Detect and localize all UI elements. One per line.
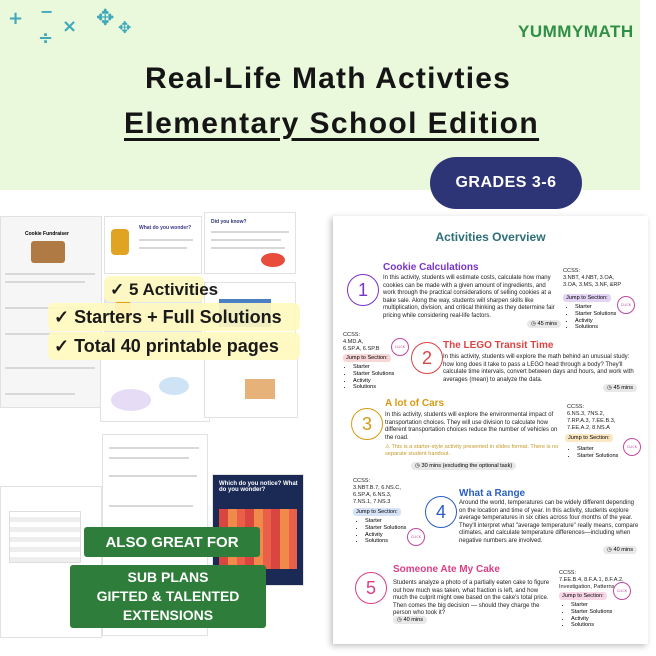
thumb-title: Cookie Fundraiser — [25, 231, 69, 237]
activities-overview-page — [333, 216, 648, 644]
also-great-label: ALSO GREAT FOR — [84, 527, 260, 557]
section-link[interactable]: • Starter Solutions — [365, 525, 406, 532]
check-icon: ✓ — [110, 280, 125, 299]
section-link[interactable]: • Starter Solutions — [353, 371, 394, 378]
section-links — [569, 446, 618, 460]
activity-time — [603, 384, 637, 392]
jump-to-section: Jump to Section: — [343, 354, 391, 362]
plus-icon: + — [8, 8, 24, 29]
check-icon: ✓ — [54, 307, 70, 327]
activity-title[interactable]: What a Range — [459, 488, 526, 499]
cake-photo — [245, 379, 275, 399]
activity-number: 3 — [351, 408, 383, 440]
activity-title[interactable]: A lot of Cars — [385, 398, 445, 409]
section-link[interactable]: • Starter Solutions — [571, 609, 612, 616]
cloud-bubble — [111, 389, 151, 411]
time-label: 40 mins — [613, 547, 634, 553]
jump-to-section: Jump to Section: — [559, 592, 607, 600]
ccss-line: 3.NBT, 4.NBT, 3.OA, — [563, 275, 614, 281]
jump-to-section: Jump to Section: — [563, 294, 611, 302]
activity-description: In this activity, students will explore the environmental impact of transportation choices. They will use division to calculate how different transportation choices reduce the number of vehicles on the road. — [385, 412, 558, 441]
activity-title[interactable]: Someone Ate My Cake — [393, 564, 500, 575]
section-link[interactable]: • Starter Solutions — [575, 311, 616, 318]
heatmap-heading: Which do you notice? What do you wonder? — [219, 481, 298, 493]
check-icon: ✓ — [54, 336, 70, 356]
overview-title: Activities Overview — [435, 230, 546, 244]
time-label: 30 mins (excluding the optional task) — [421, 463, 513, 469]
section-link[interactable]: • Solutions — [365, 538, 406, 545]
clock-icon: ◷ — [607, 547, 612, 553]
click-here-icon[interactable]: CLICK — [407, 528, 425, 546]
section-link[interactable]: • Starter — [575, 304, 616, 311]
ccss-line: 3.NBT.B.7, 6.NS.C, — [353, 485, 401, 491]
ccss-standards — [559, 570, 645, 591]
grades-badge: GRADES 3-6 — [430, 157, 582, 209]
section-link[interactable]: • Solutions — [353, 384, 394, 391]
ccss-line: 4.MD.A, — [343, 339, 364, 345]
page-subtitle: Elementary School Edition — [124, 107, 540, 140]
cookie-photo — [31, 241, 65, 263]
note-text: This is a starter-style activity presented in slides format. There is no separate student handout. — [385, 444, 559, 457]
activity-time — [393, 616, 427, 624]
ccss-line: 7.EE.B.4, 8.F.A.1, 8.F.A.2, — [559, 577, 624, 583]
activity-time — [527, 320, 561, 328]
ccss-label: CCSS: — [567, 404, 585, 410]
feature-item — [54, 336, 279, 357]
page-title: Real-Life Math Activties — [144, 62, 512, 95]
ccss-label: CCSS: — [559, 570, 577, 576]
section-link[interactable]: • Starter Solutions — [577, 453, 618, 460]
ccss-standards — [353, 478, 427, 506]
activity-number: 5 — [355, 572, 387, 604]
section-links — [345, 364, 394, 391]
activity-title[interactable]: The LEGO Transit Time — [443, 340, 554, 351]
activity-description: Around the world, temperatures can be widely different depending on the location and time of year. In this activity, students explore average temperatures in six cities across four months of the year. They'll interpret what "average temperature" really means, compare climates, and calculate temperature differences—including when negative numbers are involved. — [459, 500, 639, 544]
section-link[interactable]: • Starter — [365, 518, 406, 525]
use-item: GIFTED & TALENTED — [96, 588, 240, 604]
use-item: SUB PLANS — [127, 569, 209, 585]
lego-figure — [111, 229, 129, 255]
activity-note — [385, 444, 561, 458]
section-link[interactable]: • Starter — [353, 364, 394, 371]
section-link[interactable]: • Solutions — [571, 622, 612, 629]
click-here-icon[interactable]: CLICK — [623, 438, 641, 456]
activity-description: In this activity, students will estimate costs, calculate how many cookies can be made with a given amount of ingredients, and work through the practical considerations of selling cookies at a bake sale. Along the way, students will sharpen skills like multiplication, division, and critical thinking as they determine fair pricing while considering real-life factors. — [383, 275, 555, 319]
activity-number: 1 — [347, 274, 379, 306]
activity-description: Students analyze a photo of a partially eaten cake to figure out how much was taken, what fraction is left, and how much the culprit might owe based on the cake's total price. Then comes the big decision — should they charge the person who took it? — [393, 580, 550, 616]
clock-icon: ◷ — [531, 321, 536, 327]
ccss-line: Investigation, Patterns — [559, 584, 615, 590]
puzzle-icon-2: ✥ — [118, 18, 132, 37]
brand-logo[interactable]: YUMMYMATH — [518, 22, 634, 41]
ccss-line: 6.SP.A, 6.SP.B — [343, 346, 380, 352]
jump-to-section: Jump to Section: — [353, 508, 401, 516]
section-link[interactable]: • Activity — [353, 378, 394, 385]
section-link[interactable]: • Activity — [365, 532, 406, 539]
section-link[interactable]: • Starter — [577, 446, 618, 453]
ccss-line: 7.RP.A.3, 7.EE.B.3, — [567, 418, 616, 424]
activity-description: In this activity, students will explore the math behind an unusual study: how long does it take to pass a LEGO head through a body? They'll calculate time intervals, convert between days and hours, and work with averages (mean) to analyze the data. — [443, 354, 634, 383]
jump-to-section: Jump to Section: — [565, 434, 613, 442]
feature-label: Starters + Full Solutions — [74, 307, 282, 327]
did-you-know-heading: Did you know? — [211, 219, 247, 225]
time-label: 40 mins — [403, 617, 424, 623]
minus-icon: − — [40, 2, 54, 21]
section-link[interactable]: • Solutions — [575, 324, 616, 331]
activity-time — [603, 546, 637, 554]
section-links — [563, 602, 612, 629]
puzzle-icon: ✥ — [96, 6, 115, 31]
section-link[interactable]: • Activity — [575, 318, 616, 325]
wonder-heading: What do you wonder? — [139, 225, 192, 231]
ccss-label: CCSS: — [353, 478, 371, 484]
activity-number: 2 — [411, 342, 443, 374]
section-link[interactable]: • Activity — [571, 616, 612, 623]
ccss-label: CCSS: — [343, 332, 361, 338]
uses-box — [70, 565, 266, 628]
feature-item — [54, 307, 282, 328]
ccss-standards — [563, 268, 645, 289]
ccss-line: 3.OA, 3.MS, 3.NF, &RP — [563, 282, 622, 288]
time-label: 45 mins — [613, 385, 634, 391]
feature-label: 5 Activities — [128, 280, 219, 299]
section-link[interactable]: • Starter — [571, 602, 612, 609]
worksheet-thumb-did-you-know — [204, 212, 296, 274]
click-here-icon[interactable]: CLICK — [391, 338, 409, 356]
clock-icon: ◷ — [397, 617, 402, 623]
cloud-bubble-2 — [159, 377, 189, 395]
clock-icon: ◷ — [607, 385, 612, 391]
clock-icon: ◷ — [415, 463, 420, 469]
warning-icon: ⚠ — [385, 444, 391, 450]
feature-label: Total 40 printable pages — [74, 336, 279, 356]
activity-number: 4 — [425, 496, 457, 528]
activity-time — [411, 462, 516, 470]
ccss-line: 6.NS.3, 7NS.2, — [567, 411, 605, 417]
ccss-line: 7.EE.A.2, 8.NS.A — [567, 425, 610, 431]
section-links — [567, 304, 616, 331]
click-here-icon[interactable]: CLICK — [617, 296, 635, 314]
feature-item — [110, 280, 218, 300]
click-here-icon[interactable]: CLICK — [613, 582, 631, 600]
worksheet-thumb-wonder — [104, 216, 202, 274]
ccss-standards — [567, 404, 647, 432]
activity-title[interactable]: Cookie Calculations — [383, 262, 479, 273]
ccss-line: 7.NS.1, 7.NS.3 — [353, 499, 391, 505]
time-label: 45 mins — [537, 321, 558, 327]
divide-icon: ÷ — [38, 28, 54, 49]
starburst-icon — [261, 253, 285, 267]
ccss-label: CCSS: — [563, 268, 581, 274]
times-icon: × — [62, 16, 78, 37]
table-block — [9, 511, 81, 563]
section-links — [357, 518, 406, 545]
use-item: EXTENSIONS — [122, 607, 214, 623]
ccss-line: 6.SP.A, 6.NS.3, — [353, 492, 392, 498]
